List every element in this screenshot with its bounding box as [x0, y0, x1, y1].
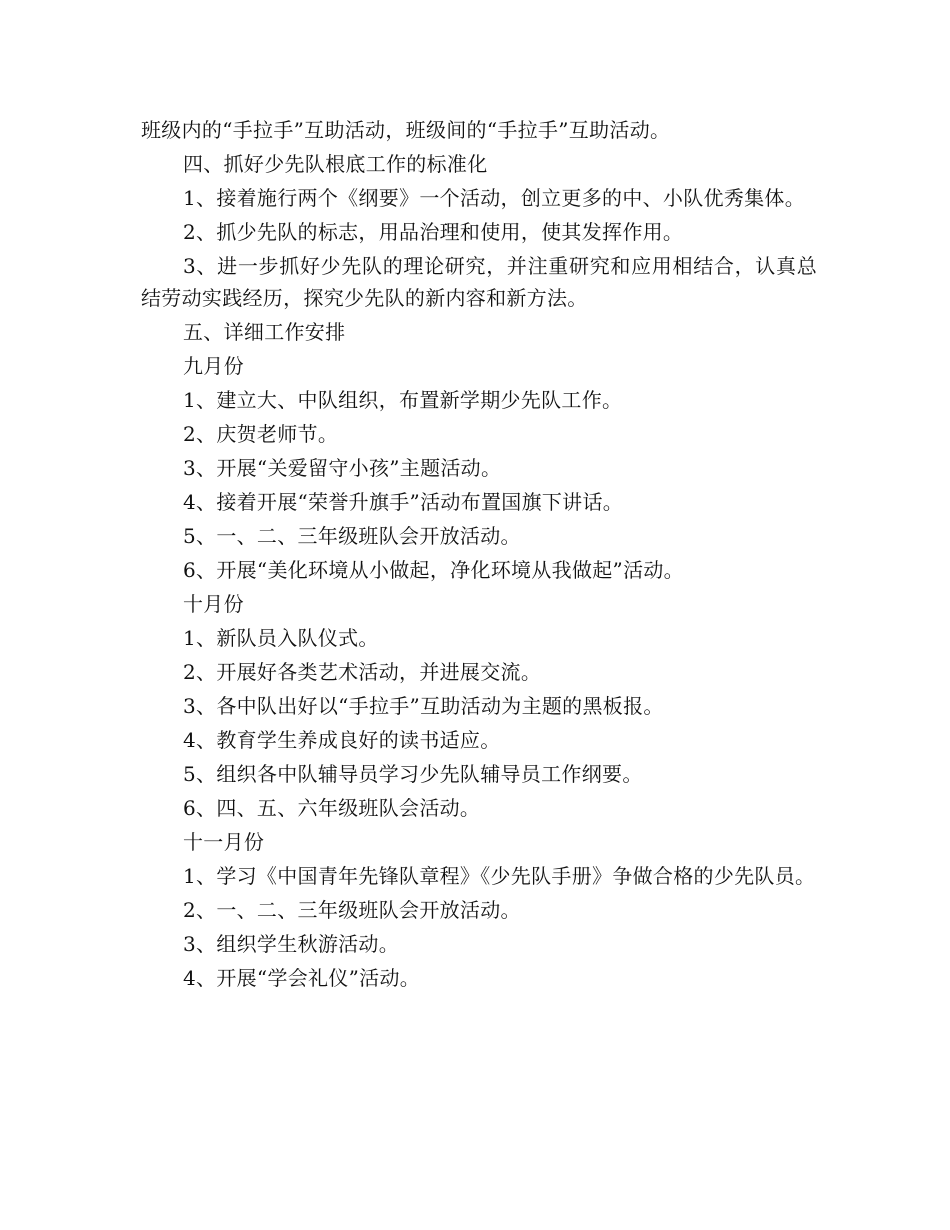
list-item: 1、学习《中国青年先锋队章程》《少先队手册》争做合格的少先队员。 [183, 864, 816, 888]
list-item: 6、开展“美化环境从小做起，净化环境从我做起”活动。 [183, 558, 684, 582]
list-item: 5、组织各中队辅导员学习少先队辅导员工作纲要。 [183, 762, 643, 786]
list-item: 1、新队员入队仪式。 [183, 626, 379, 650]
list-item: 1、建立大、中队组织，布置新学期少先队工作。 [183, 388, 623, 412]
paragraph: 1、接着施行两个《纲要》一个活动，创立更多的中、小队优秀集体。 [183, 186, 806, 210]
section-heading: 四、抓好少先队根底工作的标准化 [183, 152, 488, 176]
list-item: 2、庆贺老师节。 [183, 422, 339, 446]
list-item: 2、开展好各类艺术活动，并进展交流。 [183, 660, 542, 684]
section-heading: 五、详细工作安排 [183, 320, 346, 344]
list-item: 6、四、五、六年级班队会活动。 [183, 796, 481, 820]
paragraph: 2、抓少先队的标志，用品治理和使用，使其发挥作用。 [183, 220, 684, 244]
document-body [141, 114, 817, 996]
list-item: 4、开展“学会礼仪”活动。 [183, 966, 421, 990]
list-item: 3、各中队出好以“手拉手”互助活动为主题的黑板报。 [183, 694, 664, 718]
list-item: 2、一、二、三年级班队会开放活动。 [183, 898, 521, 922]
paragraph: 班级内的“手拉手”互助活动，班级间的“手拉手”互助活动。 [141, 118, 671, 142]
month-heading: 十月份 [183, 592, 244, 616]
list-item: 3、开展“关爱留守小孩”主题活动。 [183, 456, 502, 480]
month-heading: 十一月份 [183, 830, 265, 854]
list-item: 4、接着开展“荣誉升旗手”活动布置国旗下讲话。 [183, 490, 624, 514]
list-item: 4、教育学生养成良好的读书适应。 [183, 728, 501, 752]
list-item: 3、组织学生秋游活动。 [183, 932, 400, 956]
month-heading: 九月份 [183, 354, 244, 378]
paragraph: 3、进一步抓好少先队的理论研究，并注重研究和应用相结合，认真总结劳动实践经历，探究少先队的新内容和新方法。 [141, 254, 817, 310]
list-item: 5、一、二、三年级班队会开放活动。 [183, 524, 521, 548]
